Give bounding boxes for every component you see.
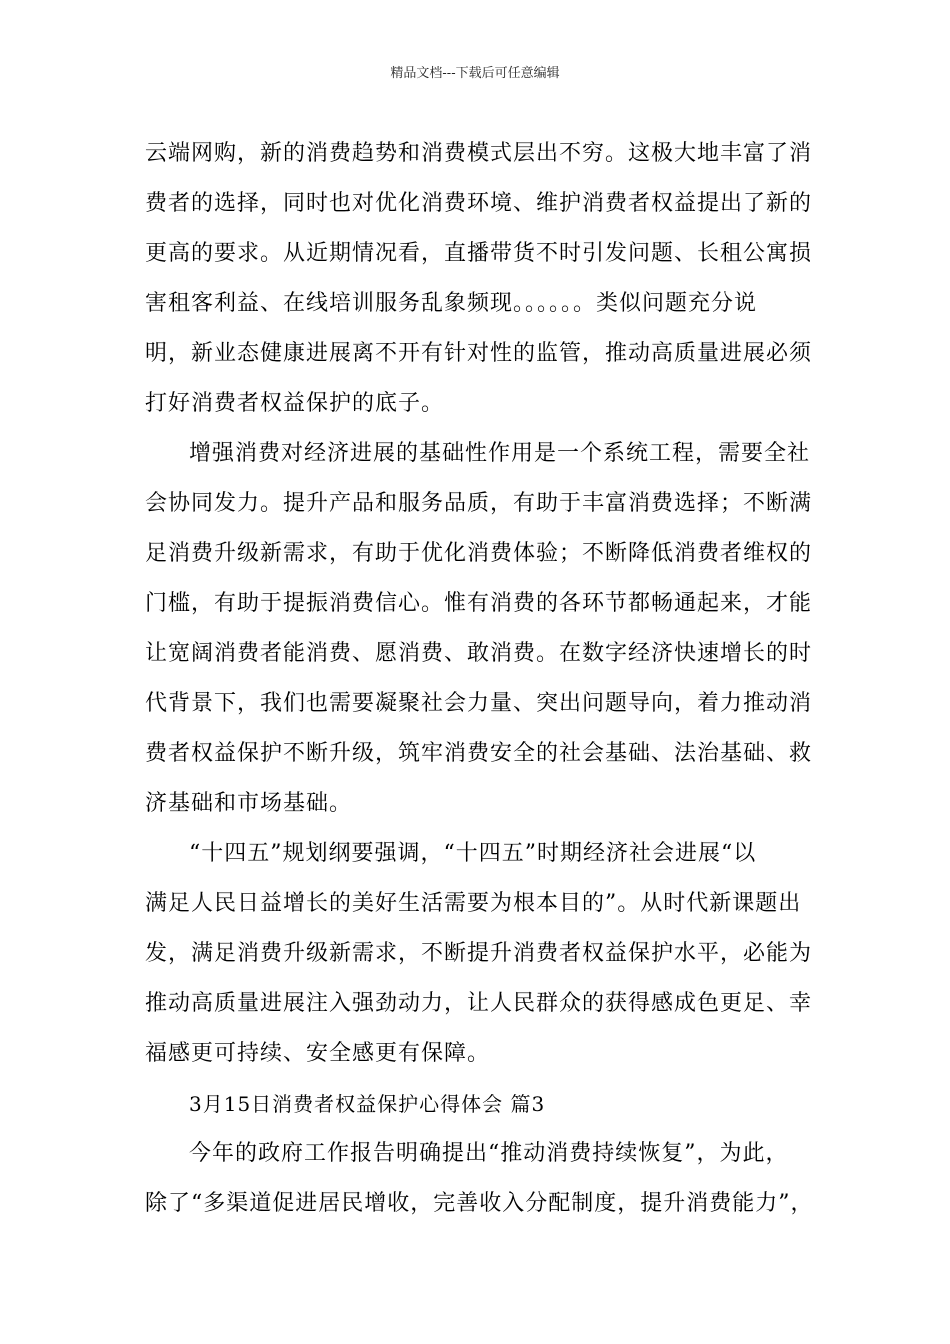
text-line: 害租客利益、在线培训服务乱象频现。。。。。。类似问题充分说: [145, 291, 758, 316]
text-line: 足消费升级新需求，有助于优化消费体验；不断降低消费者维权的: [145, 541, 813, 566]
document-body: [145, 129, 814, 1229]
text-line: 云端网购，新的消费趋势和消费模式层出不穷。这极大地丰富了消: [145, 141, 813, 166]
text-line: 今年的政府工作报告明确提出“推动消费持续恢复”，为此，: [189, 1141, 789, 1166]
text-line: 推动高质量进展注入强劲动力，让人民群众的获得感成色更足、幸: [145, 991, 813, 1016]
text-line: 发，满足消费升级新需求，不断提升消费者权益保护水平，必能为: [145, 941, 813, 966]
text-line: 代背景下，我们也需要凝聚社会力量、突出问题导向，着力推动消: [145, 691, 813, 716]
text-line: 打好消费者权益保护的底子。: [145, 391, 445, 416]
text-line: 满足人民日益增长的美好生活需要为根本目的”。从时代新课题出: [145, 891, 802, 916]
text-line: 费者权益保护不断升级，筑牢消费安全的社会基础、法治基础、救: [145, 741, 813, 766]
section-heading: 3月15日消费者权益保护心得体会 篇3: [189, 1092, 546, 1116]
text-line: 明，新业态健康进展离不开有针对性的监管，推动高质量进展必须: [145, 341, 813, 366]
text-line: 增强消费对经济进展的基础性作用是一个系统工程，需要全社: [189, 441, 811, 466]
text-line: 福感更可持续、安全感更有保障。: [145, 1041, 491, 1066]
text-line: 会协同发力。提升产品和服务品质，有助于丰富消费选择；不断满: [145, 491, 813, 516]
text-line: “十四五”规划纲要强调，“十四五”时期经济社会进展“以: [189, 841, 757, 866]
text-line: 门槛，有助于提振消费信心。惟有消费的各环节都畅通起来，才能: [145, 591, 813, 616]
page-header: 精品文档---下载后可任意编辑: [390, 66, 560, 81]
text-line: 除了“多渠道促进居民增收，完善收入分配制度，提升消费能力”，: [145, 1191, 814, 1216]
text-line: 更高的要求。从近期情况看，直播带货不时引发问题、长租公寓损: [145, 241, 813, 266]
text-line: 费者的选择，同时也对优化消费环境、维护消费者权益提出了新的: [145, 191, 813, 216]
text-line: 让宽阔消费者能消费、愿消费、敢消费。在数字经济快速增长的时: [145, 641, 813, 666]
text-line: 济基础和市场基础。: [145, 791, 353, 816]
